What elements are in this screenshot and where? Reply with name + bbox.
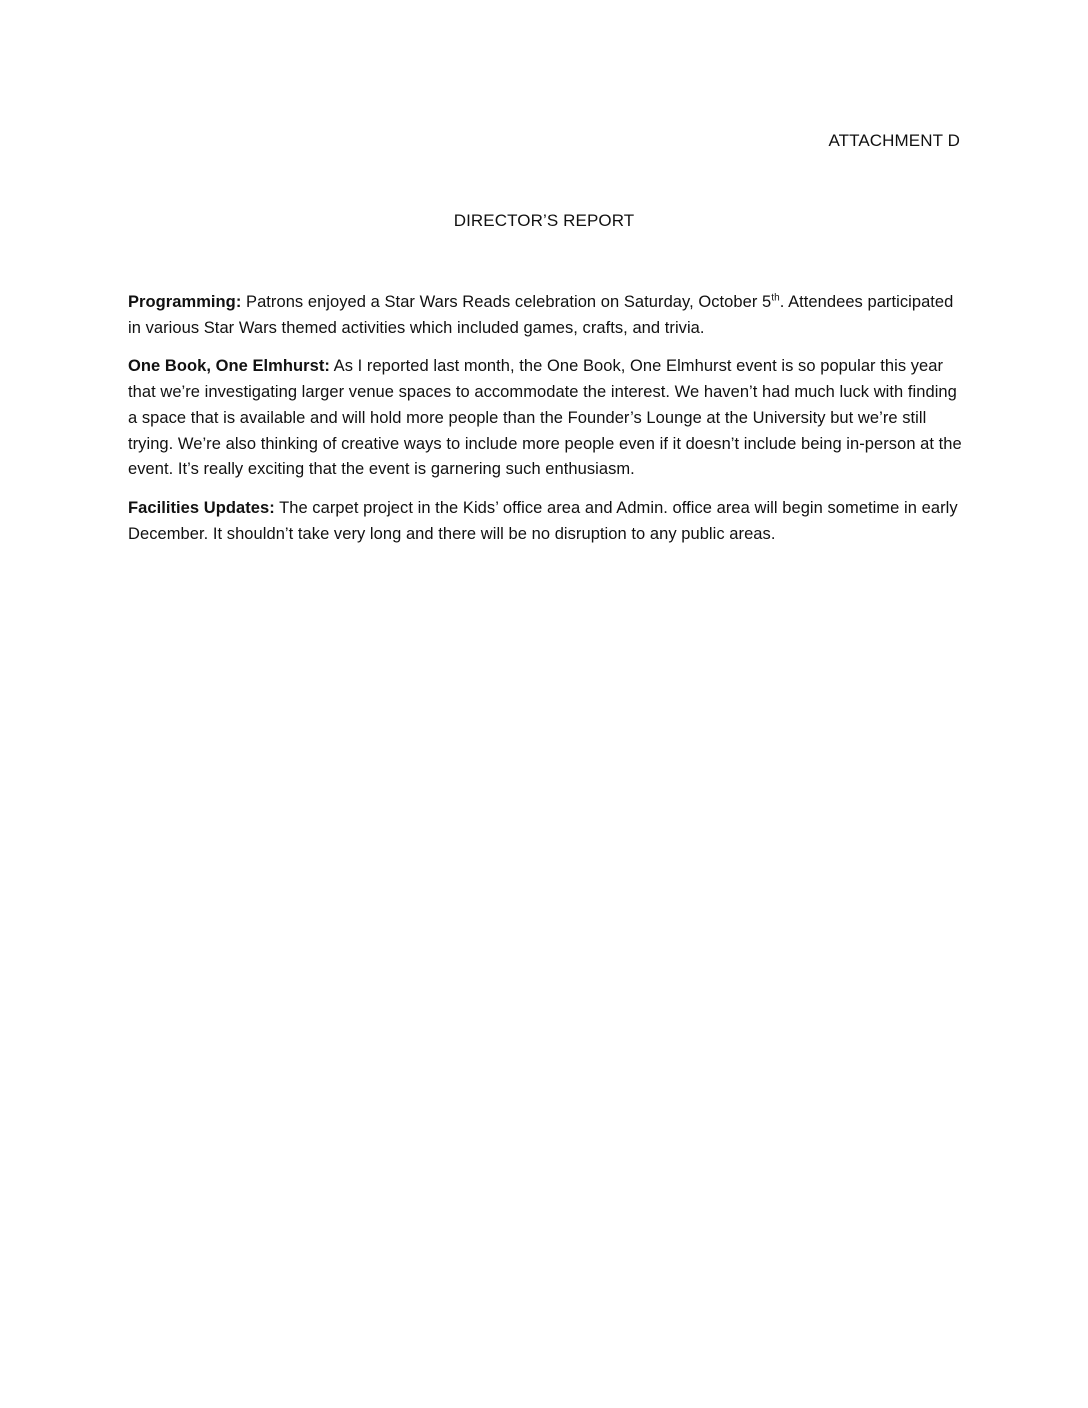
programming-label: Programming:: [128, 293, 242, 311]
attachment-label: ATTACHMENT D: [828, 131, 960, 150]
report-title: DIRECTOR’S REPORT: [453, 211, 635, 230]
programming-text: Patrons enjoyed a Star Wars Reads celebration on Saturday, October 5: [241, 293, 772, 311]
ordinal-suffix: th: [771, 292, 780, 304]
one-book-paragraph: [128, 354, 962, 483]
programming-paragraph: [128, 290, 962, 341]
programming-text-continued: . Attendees participated in various Star Wars themed activities which included games, crafts, and trivia.: [128, 293, 954, 337]
facilities-text: The carpet project in the Kids’ office area and Admin. office area will begin sometime in early December. It shouldn’t take very long and there will be no disruption to any public areas.: [128, 498, 958, 543]
facilities-label: Facilities Updates:: [128, 498, 275, 517]
one-book-text: As I reported last month, the One Book, One Elmhurst event is so popular this year that we’re investigating larger venue spaces to accommodate the interest. We haven’t had much luck with finding a space that is available and will hold more people than the Founder’s Lounge at the University but we’re still trying. We’re also thinking of creative ways to include more people even if it doesn’t include being in-person at the event. It’s really exciting that the event is garnering such enthusiasm.: [128, 357, 962, 479]
facilities-paragraph: [128, 496, 962, 547]
report-body: [128, 290, 962, 560]
one-book-label: One Book, One Elmhurst:: [128, 357, 330, 376]
